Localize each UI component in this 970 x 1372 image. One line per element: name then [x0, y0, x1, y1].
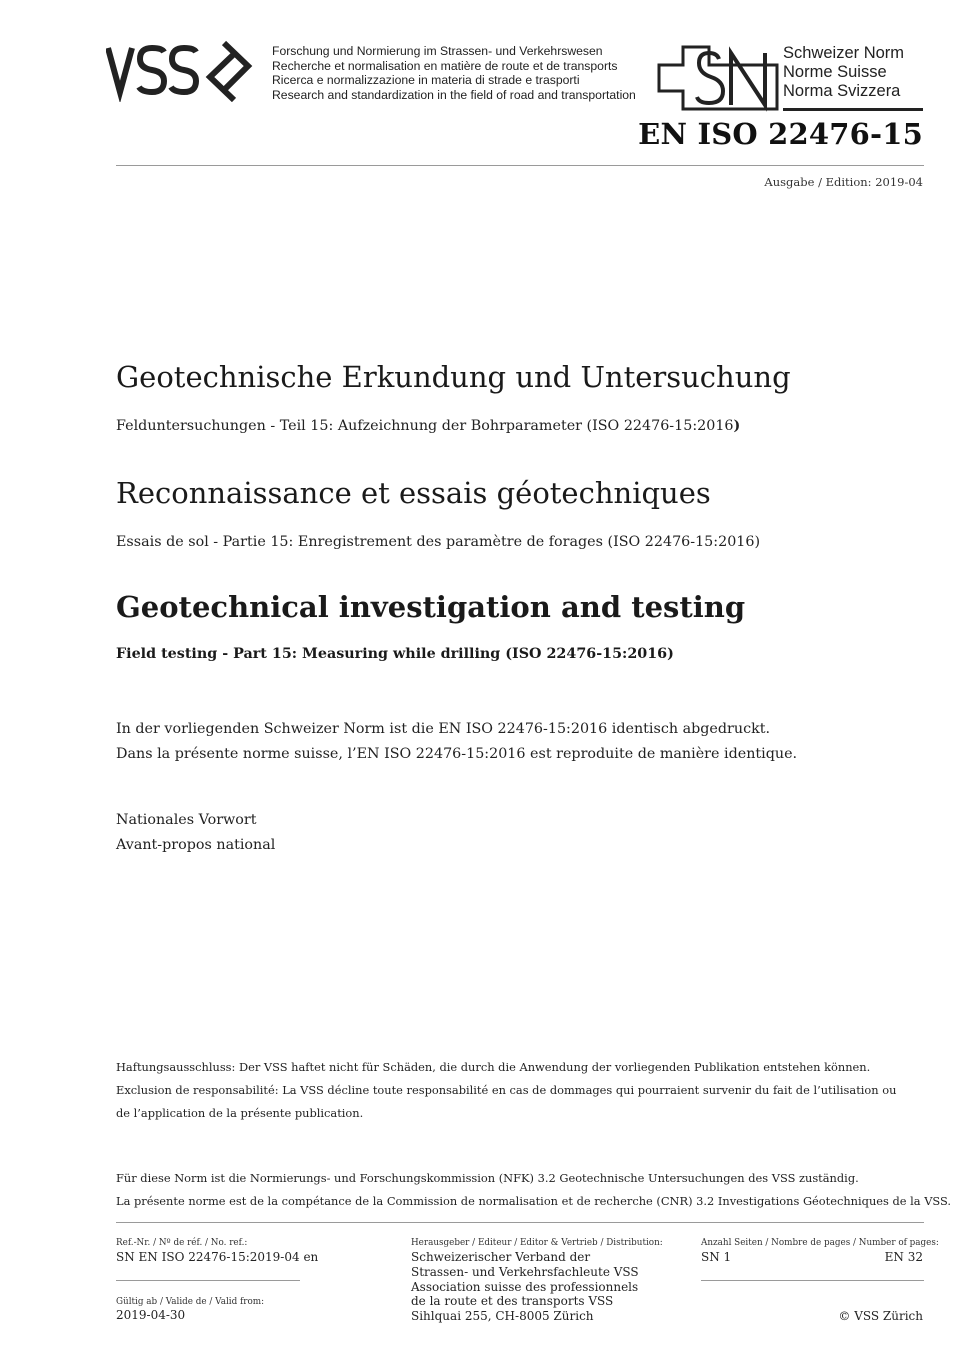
national-foreword-french: Avant-propos national	[116, 837, 276, 853]
pages-divider	[701, 1280, 924, 1281]
sn-names	[783, 44, 904, 101]
pages-label: Anzahl Seiten / Nombre de pages / Number of pages:	[701, 1238, 939, 1248]
subtitle-french: Essais de sol - Partie 15: Enregistrement des paramètre de forages (ISO 22476-15:2016)	[116, 534, 761, 550]
valid-from-label: Gültig ab / Valide de / Valid from:	[116, 1297, 265, 1307]
identical-note-german: In der vorliegenden Schweizer Norm ist die EN ISO 22476-15:2016 identisch abgedruckt.	[116, 721, 771, 737]
publisher-label: Herausgeber / Editeur / Editor & Vertrieb / Distribution:	[411, 1238, 663, 1248]
publisher-line: Schweizerischer Verband der	[411, 1250, 591, 1264]
vss-description	[272, 44, 636, 102]
reference-divider	[116, 1280, 300, 1281]
sn-name-it: Norma Svizzera	[783, 82, 901, 100]
disclaimer-french-line2: de l’application de la présente publication.	[116, 1106, 364, 1120]
sn-name-fr: Norme Suisse	[783, 63, 887, 81]
sn-name-de: Schweizer Norm	[783, 44, 905, 62]
vss-description-fr: Recherche et normalisation en matière de route et de transports	[272, 58, 618, 73]
pages-en: EN 32	[884, 1250, 923, 1264]
edition: Ausgabe / Edition: 2019-04	[764, 175, 923, 189]
title-german: Geotechnische Erkundung und Untersuchung	[116, 360, 791, 394]
publisher-address	[411, 1250, 639, 1324]
competence-german: Für diese Norm ist die Normierungs- und Forschungskommission (NFK) 3.2 Geotechnische Untersuchungen des VSS zuständig.	[116, 1171, 859, 1185]
publisher-line: Strassen- und Verkehrsfachleute VSS	[411, 1264, 639, 1279]
valid-from-value: 2019-04-30	[116, 1308, 186, 1322]
copyright: © VSS Zürich	[838, 1309, 923, 1323]
title-english: Geotechnical investigation and testing	[116, 590, 746, 624]
subtitle-english: Field testing - Part 15: Measuring while drilling (ISO 22476-15:2016)	[116, 646, 674, 662]
identical-note-french: Dans la présente norme suisse, l’EN ISO 22476-15:2016 est reproduite de manière identique.	[116, 746, 798, 762]
subtitle-german-close: )	[733, 418, 741, 434]
competence-french: La présente norme est de la compétance de la Commission de normalisation et de recherche (CNR) 3.2 Investigations Géotechniques de la VSS.	[116, 1194, 952, 1208]
standard-number: EN ISO 22476-15	[638, 117, 923, 151]
vss-description-en: Research and standardization in the field of road and transportation	[272, 87, 636, 102]
title-french: Reconnaissance et essais géotechniques	[116, 476, 711, 510]
reference-label: Ref.-Nr. / Nº de réf. / No. ref.:	[116, 1238, 248, 1248]
disclaimer-german: Haftungsausschluss: Der VSS haftet nicht für Schäden, die durch die Anwendung der vorliegenden Publikation entstehen können.	[116, 1060, 871, 1074]
subtitle-german	[116, 418, 740, 434]
subtitle-german-text: Felduntersuchungen - Teil 15: Aufzeichnung der Bohrparameter (ISO 22476-15:2016	[116, 418, 734, 434]
vss-description-it: Ricerca e normalizzazione in materia di strade e trasporti	[272, 73, 580, 88]
footer-divider	[116, 1222, 924, 1223]
disclaimer-french-line1: Exclusion de responsabilité: La VSS décline toute responsabilité en cas de dommages qui pourraient survenir du fait de l’utilisation ou	[116, 1083, 897, 1097]
publisher-line: de la route et des transports VSS	[411, 1294, 614, 1309]
sn-underline	[783, 108, 923, 111]
publisher-line: Sihlquai 255, CH-8005 Zürich	[411, 1309, 594, 1324]
reference-value: SN EN ISO 22476-15:2019-04 en	[116, 1250, 319, 1264]
publisher-line: Association suisse des professionnels	[411, 1279, 639, 1294]
pages-sn: SN 1	[701, 1250, 732, 1264]
national-foreword-german: Nationales Vorwort	[116, 812, 257, 828]
vss-description-de: Forschung und Normierung im Strassen- und Verkehrswesen	[272, 44, 603, 58]
sn-logo	[657, 45, 779, 113]
vss-logo	[106, 40, 266, 102]
header-divider	[116, 165, 924, 166]
